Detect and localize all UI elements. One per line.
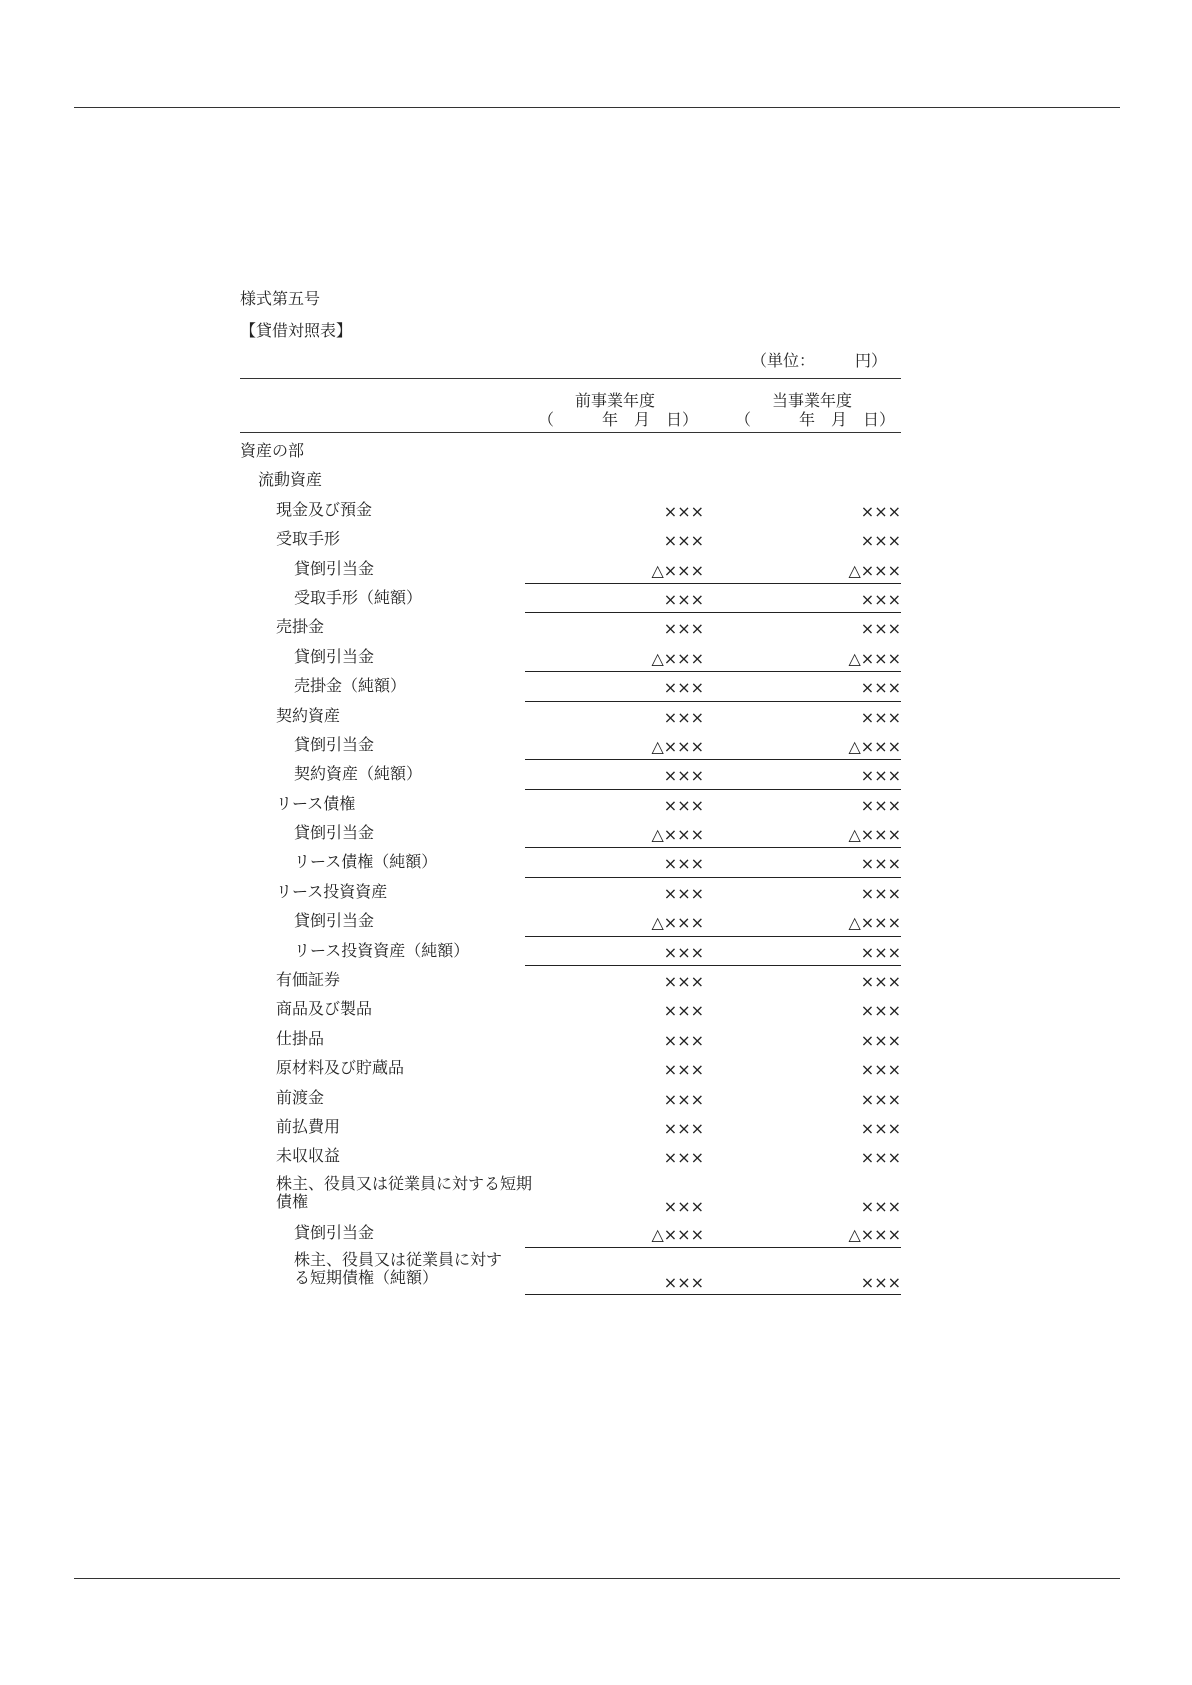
curr-period-value: ××× xyxy=(860,972,901,992)
table-row xyxy=(240,673,901,702)
prev-period-value: ××× xyxy=(663,1273,704,1293)
subtotal-rule-join xyxy=(705,965,721,966)
subtotal-rule-join xyxy=(705,583,721,584)
curr-subtotal-rule xyxy=(721,1294,901,1295)
subtotal-rule-join xyxy=(705,936,721,937)
curr-period-value: △××× xyxy=(848,913,901,933)
prev-subtotal-rule xyxy=(525,1247,705,1248)
row-label: 商品及び製品 xyxy=(276,999,373,1019)
prev-subtotal-rule xyxy=(525,936,705,937)
prev-period-value: ××× xyxy=(663,883,704,903)
table-row xyxy=(240,879,901,908)
prev-subtotal-rule xyxy=(525,759,705,760)
prev-period-value: ××× xyxy=(663,1001,704,1021)
table-body xyxy=(240,438,901,1296)
prev-period-value: △××× xyxy=(651,825,704,845)
prev-period-value: ××× xyxy=(663,589,704,609)
row-label: 貸倒引当金 xyxy=(294,911,375,931)
curr-period-value: ××× xyxy=(860,589,901,609)
row-label: リース投資資産 xyxy=(276,881,388,901)
curr-period-value: ××× xyxy=(860,1196,901,1216)
bottom-rule xyxy=(74,1578,1120,1579)
row-label: 未収収益 xyxy=(276,1146,341,1166)
prev-subtotal-rule xyxy=(525,877,705,878)
prev-subtotal-rule xyxy=(525,612,705,613)
curr-period-value: ××× xyxy=(860,678,901,698)
row-label: 株主、役員又は従業員に対する短期債権 xyxy=(276,1173,533,1211)
curr-period-value: ××× xyxy=(860,619,901,639)
row-label: リース投資資産（純額） xyxy=(294,940,470,960)
curr-subtotal-rule xyxy=(721,701,901,702)
table-row xyxy=(240,1220,901,1249)
unit-label: （単位： 円） xyxy=(751,351,888,370)
subtotal-rule-join xyxy=(705,612,721,613)
subtotal-rule-join xyxy=(705,1294,721,1295)
row-label: 原材料及び貯蔵品 xyxy=(276,1058,405,1078)
curr-period-value: ××× xyxy=(860,883,901,903)
prev-subtotal-rule xyxy=(525,847,705,848)
table-row xyxy=(240,1249,901,1296)
curr-period-value: ××× xyxy=(860,707,901,727)
table-row xyxy=(240,938,901,967)
table-row xyxy=(240,1143,901,1172)
curr-period-value: ××× xyxy=(860,795,901,815)
prev-period-value: ××× xyxy=(663,619,704,639)
prev-period-value: △××× xyxy=(651,913,704,933)
prev-period-value: ××× xyxy=(663,795,704,815)
prev-period-value: ××× xyxy=(663,1030,704,1050)
table-row xyxy=(240,1173,901,1220)
table-row xyxy=(240,791,901,820)
subtotal-rule-join xyxy=(705,1247,721,1248)
curr-period-header: 当事業年度 xyxy=(772,391,853,410)
row-label: 仕掛品 xyxy=(276,1028,325,1048)
row-label: 前払費用 xyxy=(276,1116,341,1136)
row-label: 契約資産 xyxy=(276,705,341,725)
table-row xyxy=(240,1026,901,1055)
prev-subtotal-rule xyxy=(525,671,705,672)
curr-subtotal-rule xyxy=(721,671,901,672)
prev-period-value: ××× xyxy=(663,678,704,698)
table-row xyxy=(240,908,901,937)
top-rule xyxy=(74,107,1120,108)
curr-subtotal-rule xyxy=(721,612,901,613)
row-label: 株主、役員又は従業員に対する短期債権（純額） xyxy=(294,1250,503,1288)
prev-period-value: △××× xyxy=(651,736,704,756)
curr-period-value: △××× xyxy=(848,825,901,845)
curr-subtotal-rule xyxy=(721,877,901,878)
curr-period-value: △××× xyxy=(848,736,901,756)
row-label: 現金及び預金 xyxy=(276,499,373,519)
prev-period-value: ××× xyxy=(663,1118,704,1138)
curr-period-value: ××× xyxy=(860,1148,901,1168)
prev-period-value: △××× xyxy=(651,1224,704,1244)
curr-subtotal-rule xyxy=(721,965,901,966)
curr-subtotal-rule xyxy=(721,789,901,790)
curr-period-value: △××× xyxy=(848,560,901,580)
table-row xyxy=(240,497,901,526)
curr-period-value: ××× xyxy=(860,942,901,962)
table-row xyxy=(240,1055,901,1084)
table-row xyxy=(240,467,901,496)
curr-subtotal-rule xyxy=(721,583,901,584)
curr-period-value: ××× xyxy=(860,766,901,786)
curr-subtotal-rule xyxy=(721,759,901,760)
subtotal-rule-join xyxy=(705,847,721,848)
row-label: リース債権 xyxy=(276,793,356,813)
row-label: リース債権（純額） xyxy=(294,852,438,872)
prev-subtotal-rule xyxy=(525,965,705,966)
curr-period-value: ××× xyxy=(860,501,901,521)
table-row xyxy=(240,1114,901,1143)
row-label: 受取手形（純額） xyxy=(294,587,423,607)
prev-period-date: （ 年 月 日） xyxy=(538,410,699,429)
subtotal-rule-join xyxy=(705,671,721,672)
table-row xyxy=(240,614,901,643)
curr-period-value: △××× xyxy=(848,648,901,668)
curr-period-value: ××× xyxy=(860,1030,901,1050)
table-row xyxy=(240,556,901,585)
table-row xyxy=(240,703,901,732)
table-row xyxy=(240,644,901,673)
row-label: 貸倒引当金 xyxy=(294,823,375,843)
subtotal-rule-join xyxy=(705,789,721,790)
curr-period-value: ××× xyxy=(860,1001,901,1021)
curr-period-value: ××× xyxy=(860,531,901,551)
row-label: 貸倒引当金 xyxy=(294,1222,375,1242)
form-number: 様式第五号 xyxy=(240,289,321,308)
subtotal-rule-join xyxy=(705,701,721,702)
curr-period-value: ××× xyxy=(860,1273,901,1293)
curr-period-date: （ 年 月 日） xyxy=(735,410,896,429)
curr-period-value: ××× xyxy=(860,1060,901,1080)
subtotal-rule-join xyxy=(705,877,721,878)
curr-period-value: ××× xyxy=(860,1118,901,1138)
prev-period-value: ××× xyxy=(663,501,704,521)
prev-period-value: ××× xyxy=(663,854,704,874)
prev-period-value: ××× xyxy=(663,1196,704,1216)
row-label: 契約資産（純額） xyxy=(294,764,423,784)
table-row xyxy=(240,849,901,878)
curr-subtotal-rule xyxy=(721,1247,901,1248)
prev-period-value: △××× xyxy=(651,648,704,668)
row-label: 貸倒引当金 xyxy=(294,558,375,578)
prev-period-value: ××× xyxy=(663,1148,704,1168)
curr-period-value: ××× xyxy=(860,1089,901,1109)
row-label: 流動資産 xyxy=(258,470,323,490)
table-row xyxy=(240,1085,901,1114)
prev-subtotal-rule xyxy=(525,701,705,702)
prev-period-value: ××× xyxy=(663,707,704,727)
table-row xyxy=(240,585,901,614)
prev-subtotal-rule xyxy=(525,789,705,790)
table-row xyxy=(240,526,901,555)
table-row xyxy=(240,967,901,996)
curr-period-value: △××× xyxy=(848,1224,901,1244)
header-bottom-rule xyxy=(240,432,901,433)
prev-period-value: ××× xyxy=(663,942,704,962)
table-row xyxy=(240,996,901,1025)
prev-period-value: ××× xyxy=(663,531,704,551)
curr-period-value: ××× xyxy=(860,854,901,874)
document-title: 【貸借対照表】 xyxy=(240,321,353,340)
prev-period-value: ××× xyxy=(663,1089,704,1109)
prev-period-value: ××× xyxy=(663,766,704,786)
prev-period-header: 前事業年度 xyxy=(575,391,656,410)
row-label: 前渡金 xyxy=(276,1087,325,1107)
prev-subtotal-rule xyxy=(525,583,705,584)
curr-subtotal-rule xyxy=(721,847,901,848)
row-label: 貸倒引当金 xyxy=(294,734,375,754)
prev-subtotal-rule xyxy=(525,1294,705,1295)
table-row xyxy=(240,732,901,761)
table-top-rule xyxy=(240,378,901,379)
prev-period-value: ××× xyxy=(663,1060,704,1080)
row-label: 有価証券 xyxy=(276,970,341,990)
table-row xyxy=(240,438,901,467)
curr-subtotal-rule xyxy=(721,936,901,937)
prev-period-value: △××× xyxy=(651,560,704,580)
row-label: 資産の部 xyxy=(240,441,305,460)
row-label: 売掛金 xyxy=(276,617,325,637)
table-row xyxy=(240,761,901,790)
row-label: 受取手形 xyxy=(276,529,341,549)
row-label: 貸倒引当金 xyxy=(294,646,375,666)
prev-period-value: ××× xyxy=(663,972,704,992)
row-label: 売掛金（純額） xyxy=(294,676,407,696)
table-row xyxy=(240,820,901,849)
subtotal-rule-join xyxy=(705,759,721,760)
